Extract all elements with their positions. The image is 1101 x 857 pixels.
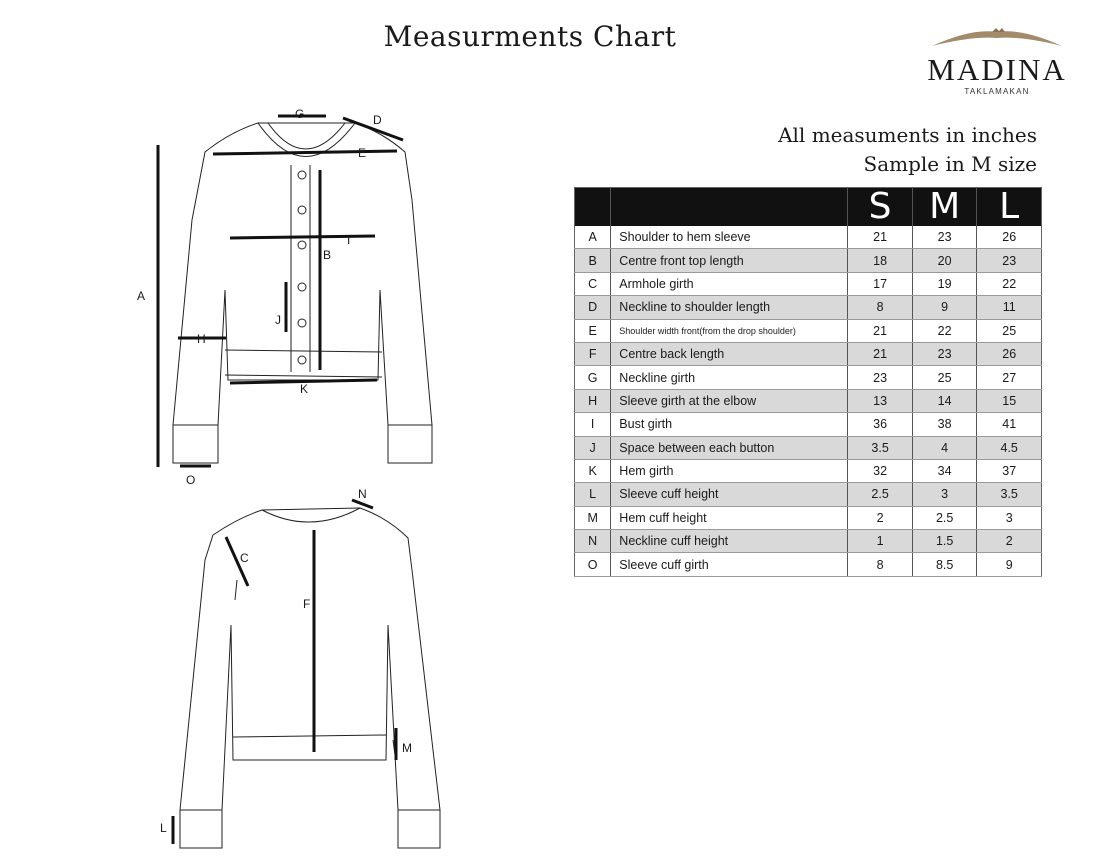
- row-value-l: 9: [977, 553, 1042, 576]
- table-row: [575, 389, 1042, 412]
- row-code: M: [575, 506, 611, 529]
- measurements-table: [574, 187, 1042, 577]
- row-code: H: [575, 389, 611, 412]
- label-h: H: [197, 332, 206, 346]
- sample-size-note: Sample in M size: [863, 152, 1037, 176]
- row-description: Neckline to shoulder length: [611, 296, 848, 319]
- row-code: F: [575, 342, 611, 365]
- back-view-sketch: [180, 508, 440, 848]
- row-value-l: 23: [977, 249, 1042, 272]
- row-value-s: 36: [848, 413, 913, 436]
- row-value-l: 26: [977, 342, 1042, 365]
- row-description: Sleeve cuff height: [611, 483, 848, 506]
- row-description: Shoulder to hem sleeve: [611, 226, 848, 249]
- row-code: N: [575, 530, 611, 553]
- header-size-l: L: [977, 188, 1042, 227]
- row-code: L: [575, 483, 611, 506]
- row-value-s: 2: [848, 506, 913, 529]
- row-value-l: 15: [977, 389, 1042, 412]
- table-row: [575, 226, 1042, 249]
- row-value-l: 26: [977, 226, 1042, 249]
- row-value-s: 2.5: [848, 483, 913, 506]
- label-m: M: [402, 741, 412, 755]
- row-code: G: [575, 366, 611, 389]
- row-value-s: 23: [848, 366, 913, 389]
- row-value-s: 13: [848, 389, 913, 412]
- row-code: E: [575, 319, 611, 342]
- row-value-s: 8: [848, 553, 913, 576]
- row-code: O: [575, 553, 611, 576]
- units-note: All measuments in inches: [778, 123, 1037, 147]
- row-description: Neckline cuff height: [611, 530, 848, 553]
- row-value-m: 34: [912, 459, 977, 482]
- row-value-l: 27: [977, 366, 1042, 389]
- back-view-labels: [160, 487, 412, 835]
- row-value-l: 4.5: [977, 436, 1042, 459]
- label-i: I: [347, 233, 351, 247]
- row-value-m: 4: [912, 436, 977, 459]
- table-row: [575, 319, 1042, 342]
- table-row: [575, 272, 1042, 295]
- row-description: Centre back length: [611, 342, 848, 365]
- row-value-s: 18: [848, 249, 913, 272]
- row-code: C: [575, 272, 611, 295]
- row-description: Hem girth: [611, 459, 848, 482]
- table-row: [575, 249, 1042, 272]
- table-row: [575, 436, 1042, 459]
- row-value-l: 25: [977, 319, 1042, 342]
- label-k: K: [300, 382, 309, 396]
- row-value-s: 8: [848, 296, 913, 319]
- row-description: Sleeve girth at the elbow: [611, 389, 848, 412]
- logo-name: MADINA: [927, 52, 1067, 87]
- header-code: [575, 188, 611, 227]
- row-value-m: 38: [912, 413, 977, 436]
- row-value-l: 11: [977, 296, 1042, 319]
- logo-subtitle: TAKLAMAKAN: [964, 87, 1030, 96]
- label-c: C: [240, 551, 249, 565]
- row-value-m: 14: [912, 389, 977, 412]
- label-e: E: [358, 146, 367, 160]
- label-f: F: [303, 597, 311, 611]
- row-value-m: 19: [912, 272, 977, 295]
- table-row: [575, 459, 1042, 482]
- row-description: Bust girth: [611, 413, 848, 436]
- back-view-measure-lines: [173, 500, 396, 844]
- label-j: J: [275, 313, 281, 327]
- label-l: L: [160, 821, 167, 835]
- label-g: G: [295, 107, 305, 121]
- front-view-labels: [137, 107, 382, 487]
- row-value-m: 1.5: [912, 530, 977, 553]
- front-view-measure-lines: [158, 116, 403, 467]
- front-view-sketch: [173, 123, 432, 463]
- row-description: Neckline girth: [611, 366, 848, 389]
- table-row: [575, 366, 1042, 389]
- header-description: [611, 188, 848, 227]
- row-value-l: 22: [977, 272, 1042, 295]
- row-code: I: [575, 413, 611, 436]
- table-header-row: [575, 188, 1042, 227]
- row-value-l: 41: [977, 413, 1042, 436]
- mountain-camel-icon: [912, 24, 1082, 54]
- row-value-s: 21: [848, 319, 913, 342]
- label-b: B: [323, 248, 332, 262]
- row-value-l: 37: [977, 459, 1042, 482]
- row-value-s: 21: [848, 342, 913, 365]
- table-row: [575, 530, 1042, 553]
- row-value-l: 3.5: [977, 483, 1042, 506]
- row-value-m: 20: [912, 249, 977, 272]
- brand-logo: [912, 24, 1082, 104]
- row-description: Hem cuff height: [611, 506, 848, 529]
- row-value-s: 1: [848, 530, 913, 553]
- row-value-m: 2.5: [912, 506, 977, 529]
- row-code: A: [575, 226, 611, 249]
- label-o: O: [186, 473, 196, 487]
- row-value-m: 8.5: [912, 553, 977, 576]
- row-value-m: 23: [912, 226, 977, 249]
- table-row: [575, 296, 1042, 319]
- row-description: Shoulder width front(from the drop shoulder): [611, 319, 848, 342]
- row-value-s: 32: [848, 459, 913, 482]
- row-value-l: 3: [977, 506, 1042, 529]
- row-value-l: 2: [977, 530, 1042, 553]
- row-value-m: 23: [912, 342, 977, 365]
- header-size-m: M: [912, 188, 977, 227]
- table-row: [575, 413, 1042, 436]
- row-value-m: 3: [912, 483, 977, 506]
- row-value-m: 9: [912, 296, 977, 319]
- row-code: B: [575, 249, 611, 272]
- row-value-s: 3.5: [848, 436, 913, 459]
- table-row: [575, 553, 1042, 576]
- row-value-s: 21: [848, 226, 913, 249]
- page-title: Measurments Chart: [383, 20, 677, 53]
- table-row: [575, 342, 1042, 365]
- row-code: K: [575, 459, 611, 482]
- row-code: J: [575, 436, 611, 459]
- row-value-m: 22: [912, 319, 977, 342]
- row-description: Space between each button: [611, 436, 848, 459]
- label-a: A: [137, 289, 146, 303]
- label-d: D: [373, 113, 382, 127]
- row-description: Armhole girth: [611, 272, 848, 295]
- row-code: D: [575, 296, 611, 319]
- row-value-s: 17: [848, 272, 913, 295]
- table-row: [575, 483, 1042, 506]
- row-description: Centre front top length: [611, 249, 848, 272]
- header-size-s: S: [848, 188, 913, 227]
- label-n: N: [358, 487, 367, 501]
- row-value-m: 25: [912, 366, 977, 389]
- row-description: Sleeve cuff girth: [611, 553, 848, 576]
- table-row: [575, 506, 1042, 529]
